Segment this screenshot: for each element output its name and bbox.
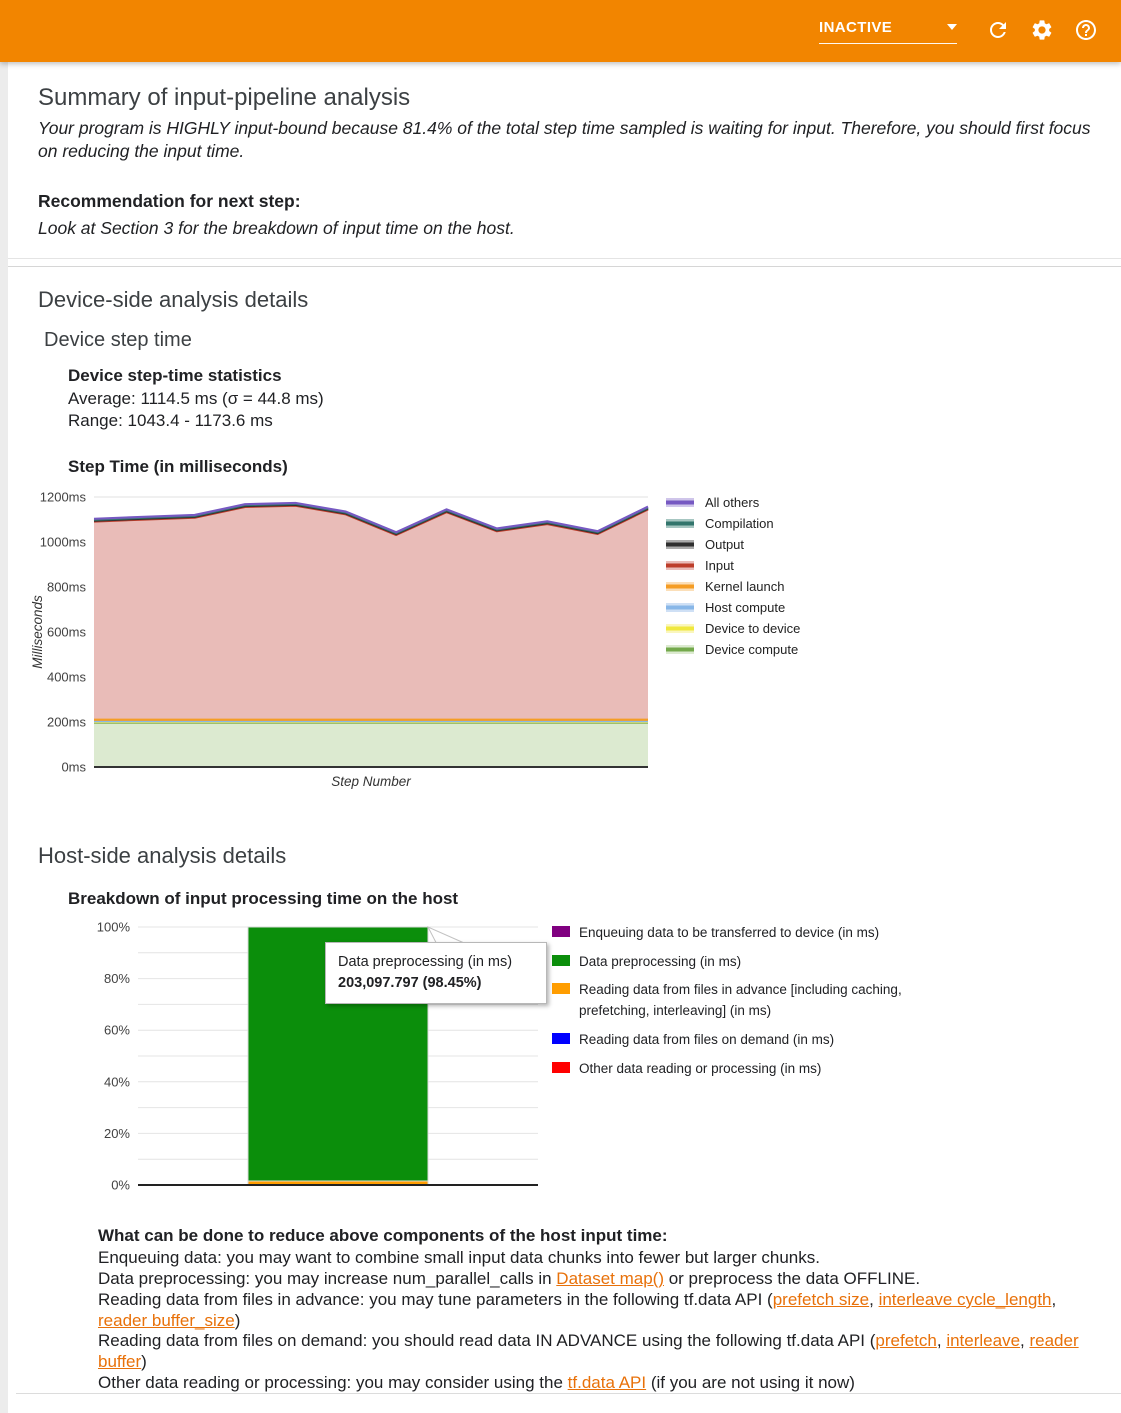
advice-line — [98, 1373, 1108, 1394]
advice-text: Enqueuing data: you may want to combine small input data chunks into fewer but larger chunks. — [98, 1248, 820, 1268]
advice-text: , — [1020, 1331, 1030, 1351]
advice-text: Reading data from files in advance: you may tune parameters in the following tf.data API ( — [98, 1289, 773, 1309]
recommendation-label: Recommendation for next step: — [38, 191, 301, 212]
legend-label: All others — [705, 494, 760, 510]
legend-item-compilation — [666, 513, 800, 534]
y-tick-label: 1000ms — [39, 534, 86, 550]
y-tick-label: 600ms — [46, 624, 86, 640]
device-chart-row — [26, 483, 1121, 791]
advice-text: ) — [234, 1310, 241, 1330]
run-status-dropdown[interactable] — [819, 19, 957, 44]
advice-text: Other data reading or processing: you may consider using the — [98, 1372, 568, 1392]
x-axis-title: Step Number — [331, 773, 411, 789]
y-tick-label: 0ms — [61, 759, 86, 775]
legend-label: Output — [705, 536, 745, 552]
legend-swatch — [666, 561, 694, 570]
legend-item-host-compute — [666, 597, 800, 618]
legend-label: Host compute — [705, 599, 786, 615]
legend-swatch — [552, 1033, 570, 1044]
chevron-down-icon — [947, 24, 957, 30]
advice-line — [98, 1331, 1108, 1372]
y-tick-label: 200ms — [46, 714, 86, 730]
tooltip-callout — [428, 927, 463, 943]
device-step-time-title: Device step time — [44, 329, 192, 352]
recommendation-text: Look at Section 3 for the breakdown of input time on the host. — [38, 218, 515, 239]
run-status-label: INACTIVE — [819, 18, 893, 36]
device-section-title: Device-side analysis details — [38, 287, 309, 313]
chart-tooltip — [325, 942, 547, 1004]
device-step-stats — [68, 365, 1121, 430]
legend-item-other-data-reading-or-processing-in-ms — [552, 1059, 962, 1080]
legend-item-output — [666, 534, 800, 555]
gear-icon — [1030, 18, 1054, 42]
host-section — [8, 791, 1121, 1394]
advice-link[interactable]: prefetch — [875, 1331, 937, 1351]
advice-text: , — [869, 1289, 879, 1309]
legend-label: Reading data from files on demand (in ms) — [579, 1032, 835, 1048]
y-tick-label: 40% — [103, 1073, 130, 1089]
legend-swatch — [666, 645, 694, 654]
legend-item-reading-data-from-files-in-advance-including-caching-prefetching-interleaving-in-ms — [552, 980, 962, 1022]
tooltip-value: 203,097.797 (98.45%) — [338, 974, 482, 991]
y-tick-label: 60% — [103, 1022, 130, 1038]
legend-swatch — [666, 519, 694, 528]
legend-swatch — [666, 603, 694, 612]
legend-label: Reading data from files in advance [including caching, prefetching, interleaving] (in ms) — [579, 982, 902, 1019]
legend-swatch — [552, 1062, 570, 1073]
advice-text: Data preprocessing: you may increase num_parallel_calls in — [98, 1269, 557, 1289]
device-chart-title: Step Time (in milliseconds) — [68, 456, 288, 476]
bottom-padding — [16, 1403, 1121, 1413]
series-area-device-compute — [94, 722, 648, 766]
legend-item-data-preprocessing-in-ms — [552, 952, 962, 973]
settings-button[interactable] — [1029, 18, 1055, 44]
refresh-button[interactable] — [985, 18, 1011, 44]
y-tick-label: 800ms — [46, 579, 86, 595]
legend-item-device-to-device — [666, 618, 800, 639]
legend-label: Kernel launch — [705, 578, 785, 594]
device-chart-legend — [666, 483, 800, 791]
y-tick-label: 80% — [103, 970, 130, 986]
advice-link[interactable]: prefetch size — [772, 1289, 870, 1309]
advice-block — [98, 1226, 1108, 1394]
summary-text: Your program is HIGHLY input-bound because 81.4% of the total step time sampled is waiting for input. Therefore, you should first focus on reducing the input time. — [38, 118, 1091, 162]
advice-link[interactable]: tf.data API — [567, 1372, 647, 1392]
help-button[interactable] — [1073, 18, 1099, 44]
advice-text: or preprocess the data OFFLINE. — [664, 1269, 921, 1289]
legend-swatch — [666, 498, 694, 507]
advice-text: (if you are not using it now) — [646, 1372, 855, 1392]
y-tick-label: 20% — [103, 1125, 130, 1141]
legend-swatch — [666, 540, 694, 549]
legend-label: Compilation — [705, 515, 774, 531]
advice-text: Reading data from files on demand: you should read data IN ADVANCE using the following tf.data API ( — [98, 1331, 876, 1351]
legend-label: Other data reading or processing (in ms) — [579, 1061, 822, 1077]
main-content — [8, 62, 1121, 1413]
legend-swatch — [666, 582, 694, 591]
device-section — [8, 267, 1121, 790]
advice-line — [98, 1269, 1108, 1290]
device-step-chart — [26, 483, 666, 791]
y-tick-label: 400ms — [46, 669, 86, 685]
host-chart-title: Breakdown of input processing time on the host — [68, 888, 459, 908]
advice-line — [98, 1290, 1108, 1331]
y-tick-label: 1200ms — [39, 489, 86, 505]
stats-range: Range: 1043.4 - 1173.6 ms — [68, 410, 273, 430]
advice-text: , — [1051, 1289, 1057, 1309]
advice-text: , — [936, 1331, 947, 1351]
advice-text: ) — [141, 1352, 147, 1372]
host-section-title: Host-side analysis details — [38, 842, 287, 868]
advice-link[interactable]: reader buffer — [98, 1331, 1079, 1372]
advice-link[interactable]: Dataset map() — [556, 1269, 664, 1289]
legend-swatch — [666, 624, 694, 633]
help-icon — [1074, 18, 1098, 42]
legend-item-reading-data-from-files-on-demand-in-ms — [552, 1030, 962, 1051]
advice-title: What can be done to reduce above components of the host input time: — [98, 1225, 668, 1245]
legend-label: Device to device — [705, 620, 801, 636]
series-area-input — [94, 505, 648, 719]
refresh-icon — [986, 18, 1010, 42]
host-chart-row — [93, 919, 1121, 1200]
legend-item-enqueuing-data-to-be-transferred-to-device-in-ms — [552, 923, 962, 944]
host-chart-wrap — [93, 919, 543, 1200]
advice-link[interactable]: interleave cycle_length — [878, 1289, 1052, 1309]
advice-link[interactable]: reader buffer_size — [98, 1310, 235, 1330]
legend-swatch — [552, 955, 570, 966]
y-tick-label: 100% — [96, 919, 130, 935]
legend-label: Data preprocessing (in ms) — [579, 953, 742, 969]
bottom-divider — [16, 1393, 1121, 1403]
legend-item-all-others — [666, 492, 800, 513]
legend-item-kernel-launch — [666, 576, 800, 597]
stats-average: Average: 1114.5 ms (σ = 44.8 ms) — [68, 389, 324, 409]
stats-title: Device step-time statistics — [68, 366, 282, 386]
legend-swatch — [552, 926, 570, 937]
app-header — [0, 0, 1121, 62]
legend-item-device-compute — [666, 639, 800, 660]
section-divider — [8, 258, 1121, 267]
legend-label: Input — [705, 557, 734, 573]
page-title: Summary of input-pipeline analysis — [38, 84, 411, 111]
advice-line — [98, 1248, 1108, 1269]
summary-section — [8, 62, 1121, 258]
legend-swatch — [552, 983, 570, 994]
tooltip-series-label: Data preprocessing (in ms) — [338, 953, 513, 970]
host-chart-legend — [552, 919, 962, 1200]
advice-link[interactable]: interleave — [946, 1331, 1021, 1351]
legend-item-input — [666, 555, 800, 576]
legend-label: Device compute — [705, 641, 799, 657]
y-tick-label: 0% — [111, 1177, 130, 1193]
y-axis-title: Milliseconds — [30, 594, 45, 669]
legend-label: Enqueuing data to be transferred to device (in ms) — [579, 924, 880, 940]
